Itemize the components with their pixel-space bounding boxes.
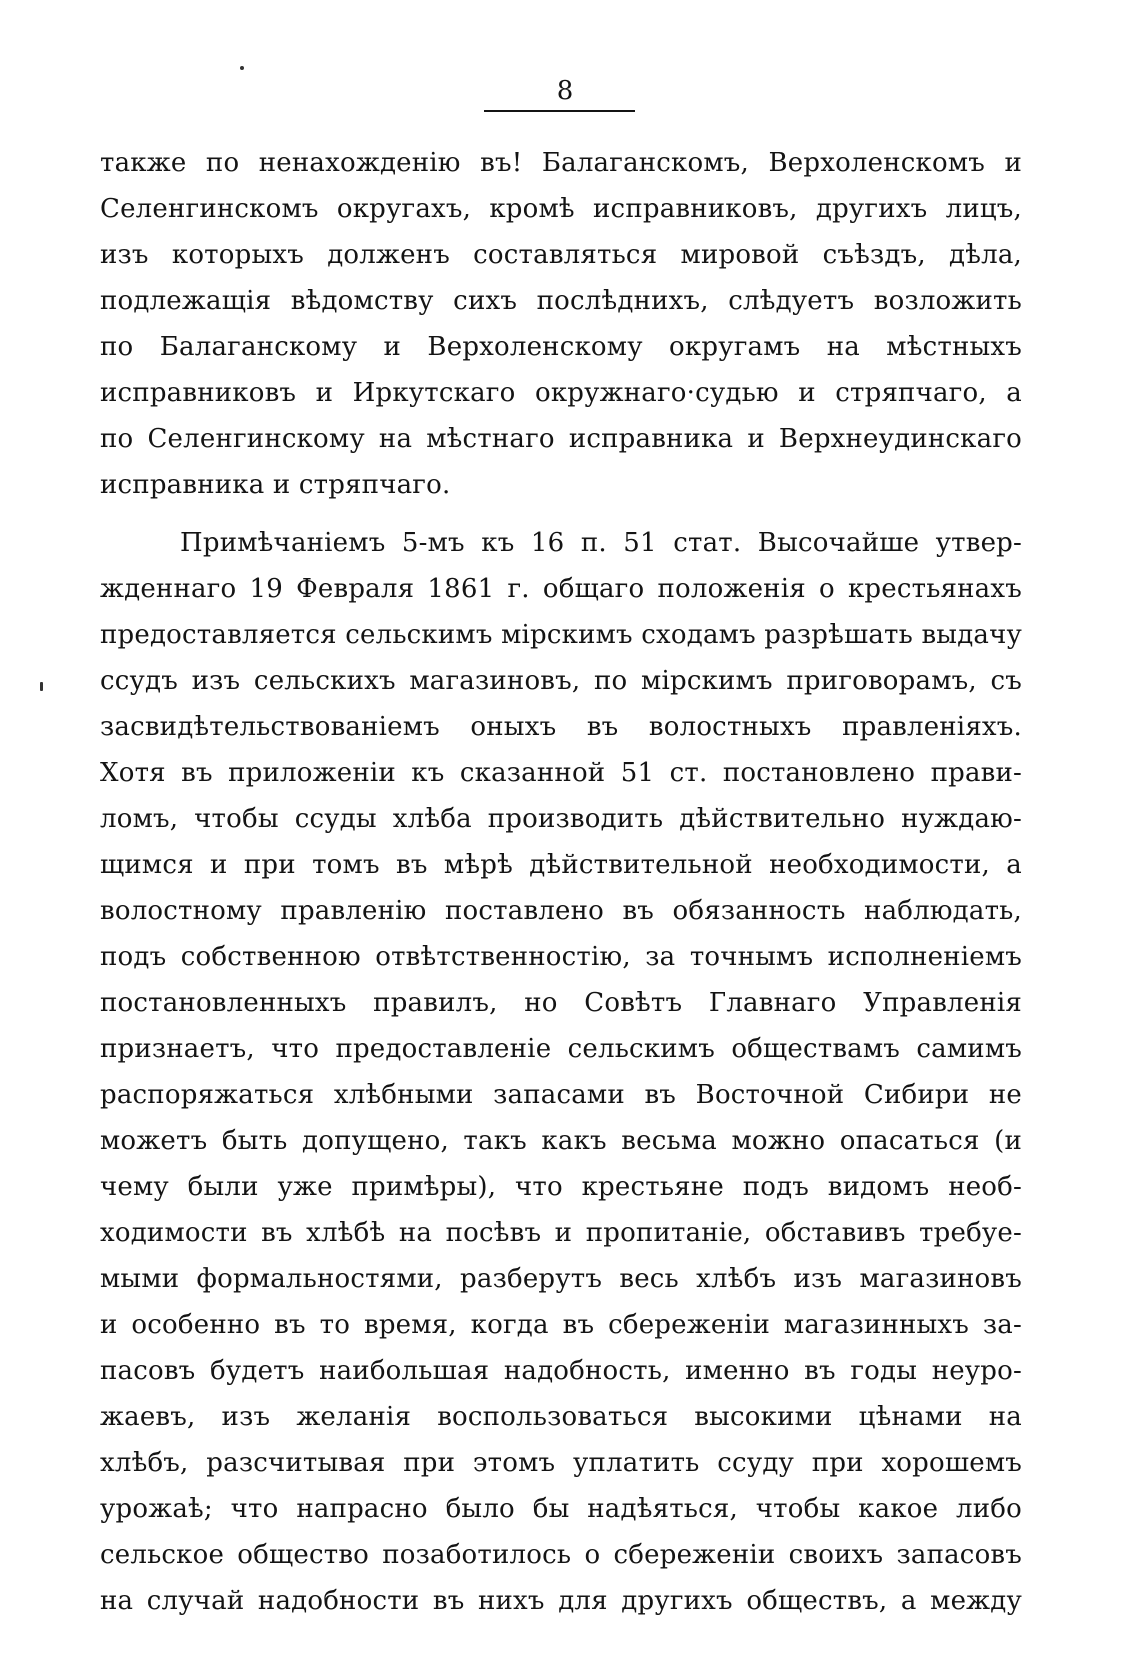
page-header (0, 76, 1140, 106)
ink-speck (40, 682, 43, 691)
text-line: исправниковъ и Иркутскаго окружнаго·судью и стряпчаго, а (100, 378, 1022, 408)
text-line: жаевъ, изъ желанія воспользоваться высокими цѣнами на (100, 1402, 1022, 1432)
text-line: щимся и при томъ въ мѣрѣ дѣйствительной необходимости, а (100, 850, 1022, 880)
text-line: на случай надобности въ нихъ для другихъ обществъ, а между (100, 1586, 1022, 1616)
page-number: 8 (556, 76, 574, 106)
text-line: и особенно въ то время, когда въ сбереженіи магазинныхъ за- (100, 1310, 1022, 1340)
text-line: Примѣчаніемъ 5-мъ къ 16 п. 51 стат. Высочайше утвер- (180, 528, 1022, 558)
text-line: волостному правленію поставлено въ обязанность наблюдать, (100, 896, 1022, 926)
ink-speck (240, 66, 244, 70)
text-line: Селенгинскомъ округахъ, кромѣ исправниковъ, другихъ лицъ, (100, 194, 1022, 224)
text-line: хлѣбъ, разсчитывая при этомъ уплатить ссуду при хорошемъ (100, 1448, 1022, 1478)
text-line: подлежащія вѣдомству сихъ послѣднихъ, слѣдуетъ возложить (100, 286, 1022, 316)
text-line: исправника и стряпчаго. (100, 470, 451, 500)
text-line: жденнаго 19 Февраля 1861 г. общаго положенія о крестьянахъ (100, 574, 1022, 604)
text-line: пасовъ будетъ наибольшая надобность, именно въ годы неуро- (100, 1356, 1022, 1386)
text-line: также по ненахожденію въ! Балаганскомъ, Верхоленскомъ и (100, 148, 1022, 178)
text-line: чему были уже примѣры), что крестьяне подъ видомъ необ- (100, 1172, 1022, 1202)
text-line: урожаѣ; что напрасно было бы надѣяться, чтобы какое либо (100, 1494, 1022, 1524)
text-line: Хотя въ приложеніи къ сказанной 51 ст. постановлено прави- (100, 758, 1022, 788)
text-line: мыми формальностями, разберутъ весь хлѣбъ изъ магазиновъ (100, 1264, 1022, 1294)
text-line: ломъ, чтобы ссуды хлѣба производить дѣйствительно нуждаю- (100, 804, 1022, 834)
text-line: подъ собственною отвѣтственностію, за точнымъ исполненіемъ (100, 942, 1022, 972)
text-line: предоставляется сельскимъ мірскимъ сходамъ разрѣшать выдачу (100, 620, 1022, 650)
text-line: по Селенгинскому на мѣстнаго исправника и Верхнеудинскаго (100, 424, 1022, 454)
text-line: ссудъ изъ сельскихъ магазиновъ, по мірскимъ приговорамъ, съ (100, 666, 1022, 696)
text-line: признаетъ, что предоставленіе сельскимъ обществамъ самимъ (100, 1034, 1022, 1064)
text-line: можетъ быть допущено, такъ какъ весьма можно опасаться (и (100, 1126, 1022, 1156)
text-line: распоряжаться хлѣбными запасами въ Восточной Сибири не (100, 1080, 1022, 1110)
text-line: постановленныхъ правилъ, но Совѣтъ Главнаго Управленія (100, 988, 1022, 1018)
text-line: по Балаганскому и Верхоленскому округамъ на мѣстныхъ (100, 332, 1022, 362)
header-rule (484, 110, 635, 112)
text-line: изъ которыхъ долженъ составляться мировой съѣздъ, дѣла, (100, 240, 1022, 270)
text-line: засвидѣтельствованіемъ оныхъ въ волостныхъ правленіяхъ. (100, 712, 1022, 742)
paragraph-gap (100, 508, 1022, 520)
body-text (100, 140, 1022, 1624)
text-line: сельское общество позаботилось о сбереженіи своихъ запасовъ (100, 1540, 1022, 1570)
text-line: ходимости въ хлѣбѣ на посѣвъ и пропитаніе, обставивъ требуе- (100, 1218, 1022, 1248)
